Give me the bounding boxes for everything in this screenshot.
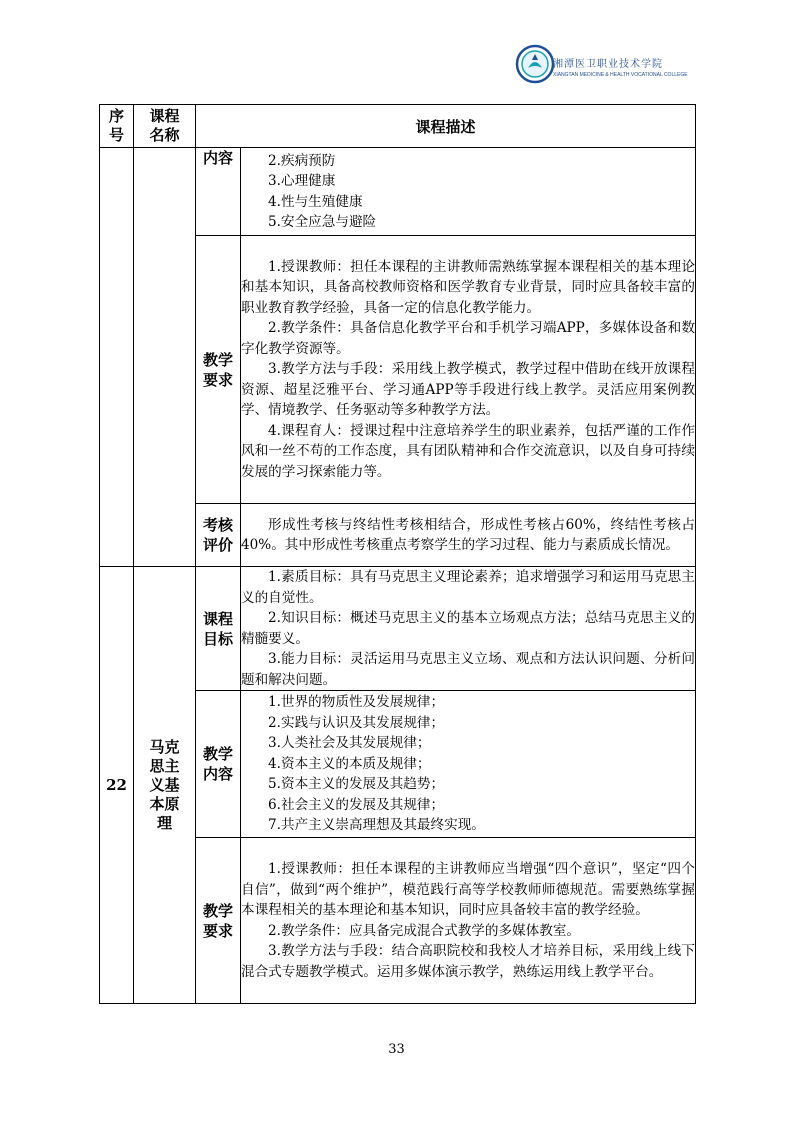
paragraph: 4.课程育人：授课过程中注意培养学生的职业素养，包括严谨的工作作风和一丝不苟的工作态度，具有团队精神和合作交流意识，以及自身可持续发展的学习探索能力等。: [241, 422, 696, 480]
teach-requirements: [241, 236, 696, 504]
college-name-cn: 湘潭医卫职业技术学院: [553, 59, 663, 70]
course-goals: [241, 567, 696, 691]
paragraph: 2.知识目标：概述马克思主义的基本立场观点方法；总结马克思主义的精髓要义。: [241, 610, 696, 647]
paragraph: 1.授课教师：担任本课程的主讲教师应当增强“四个意识”，坚定“四个自信”，做到“两个维护”，模范践行高等学校教师师德规范。需要熟练掌握本课程相关的基本理论和基本知识，同时应具备较丰富的教学经验。: [241, 861, 696, 918]
col-header-name: 课程名称: [134, 105, 196, 148]
name-cell-empty: [134, 148, 196, 567]
content-label: 内容: [196, 148, 241, 236]
paragraph: 1.授课教师：担任本课程的主讲教师需熟练掌握本课程相关的基本理论和基本知识，具备高校教师资格和医学教育专业背景，同时应具备较丰富的职业教育教学经验，具备一定的信息化教学能力。: [241, 258, 696, 316]
paragraph: 1.素质目标：具有马克思主义理论素养；追求增强学习和运用马克思主义的自觉性。: [241, 569, 696, 606]
teach-label: 教学要求: [196, 236, 241, 504]
list-item: 3.心理健康: [268, 173, 336, 189]
goal-label: 课程目标: [196, 567, 241, 691]
course-table: [99, 104, 696, 1004]
list-item: 7.共产主义崇高理想及其最终实现。: [268, 817, 485, 834]
paragraph: 形成性考核与终结性考核相结合，形成性考核占60%，终结性考核占40%。其中形成性考核重点考察学生的学习过程、能力与素质成长情况。: [241, 516, 696, 553]
col-header-desc: 课程描述: [196, 105, 696, 148]
paragraph: 2.教学条件：具备信息化教学平台和手机学习端APP，多媒体设备和数字化教学资源等。: [241, 320, 696, 357]
teach-requirements: [241, 838, 696, 1004]
list-item: 4.性与生殖健康: [268, 193, 363, 210]
content-list: [241, 691, 696, 838]
list-item: 2.疾病预防: [268, 152, 336, 169]
content-label: 教学内容: [196, 691, 241, 838]
teach-label: 教学要求: [196, 838, 241, 1004]
paragraph: 3.教学方法与手段：采用线上教学模式，教学过程中借助在线开放课程资源、超星泛雅平台、学习通APP等手段进行线上教学。灵活应用案例教学、情境教学、任务驱动等多种教学方法。: [241, 361, 696, 419]
list-item: 2.实践与认识及其发展规律；: [268, 714, 445, 731]
college-name-en: XIANGTAN MEDICINE & HEALTH VOCATIONAL COLLEGE: [553, 72, 688, 78]
college-name-block: [553, 55, 703, 78]
col-header-seq: 序号: [100, 105, 134, 148]
table-row: [100, 148, 696, 236]
seq-cell-empty: [100, 148, 134, 567]
course-name: 马克思主义基本原理: [134, 567, 196, 1004]
list-item: 6.社会主义的发展及其规律；: [268, 796, 445, 813]
course-number: 22: [100, 567, 134, 1004]
list-item: 4.资本主义的本质及规律；: [268, 755, 431, 772]
list-item: 5.安全应急与避险: [268, 214, 377, 230]
paragraph: 2.教学条件：应具备完成混合式教学的多媒体教室。: [268, 922, 581, 939]
header-row: [100, 105, 696, 148]
list-item: 3.人类社会及其发展规律；: [268, 735, 431, 752]
list-item: 1.世界的物质性及发展规律；: [268, 694, 445, 711]
paragraph: 3.能力目标：灵活运用马克思主义立场、观点和方法认识问题、分析问题和解决问题。: [241, 651, 696, 688]
page-number: 33: [388, 1042, 405, 1057]
content-list: [241, 148, 696, 236]
eval-text: [241, 504, 696, 567]
list-item: 5.资本主义的发展及其趋势；: [268, 776, 445, 793]
table-row: [100, 567, 696, 691]
college-emblem-icon: [515, 44, 555, 84]
paragraph: 3.教学方法与手段：结合高职院校和我校人才培养目标，采用线上线下混合式专题教学模式。运用多媒体演示教学，熟练运用线上教学平台。: [241, 943, 696, 980]
eval-label: 考核评价: [196, 504, 241, 567]
